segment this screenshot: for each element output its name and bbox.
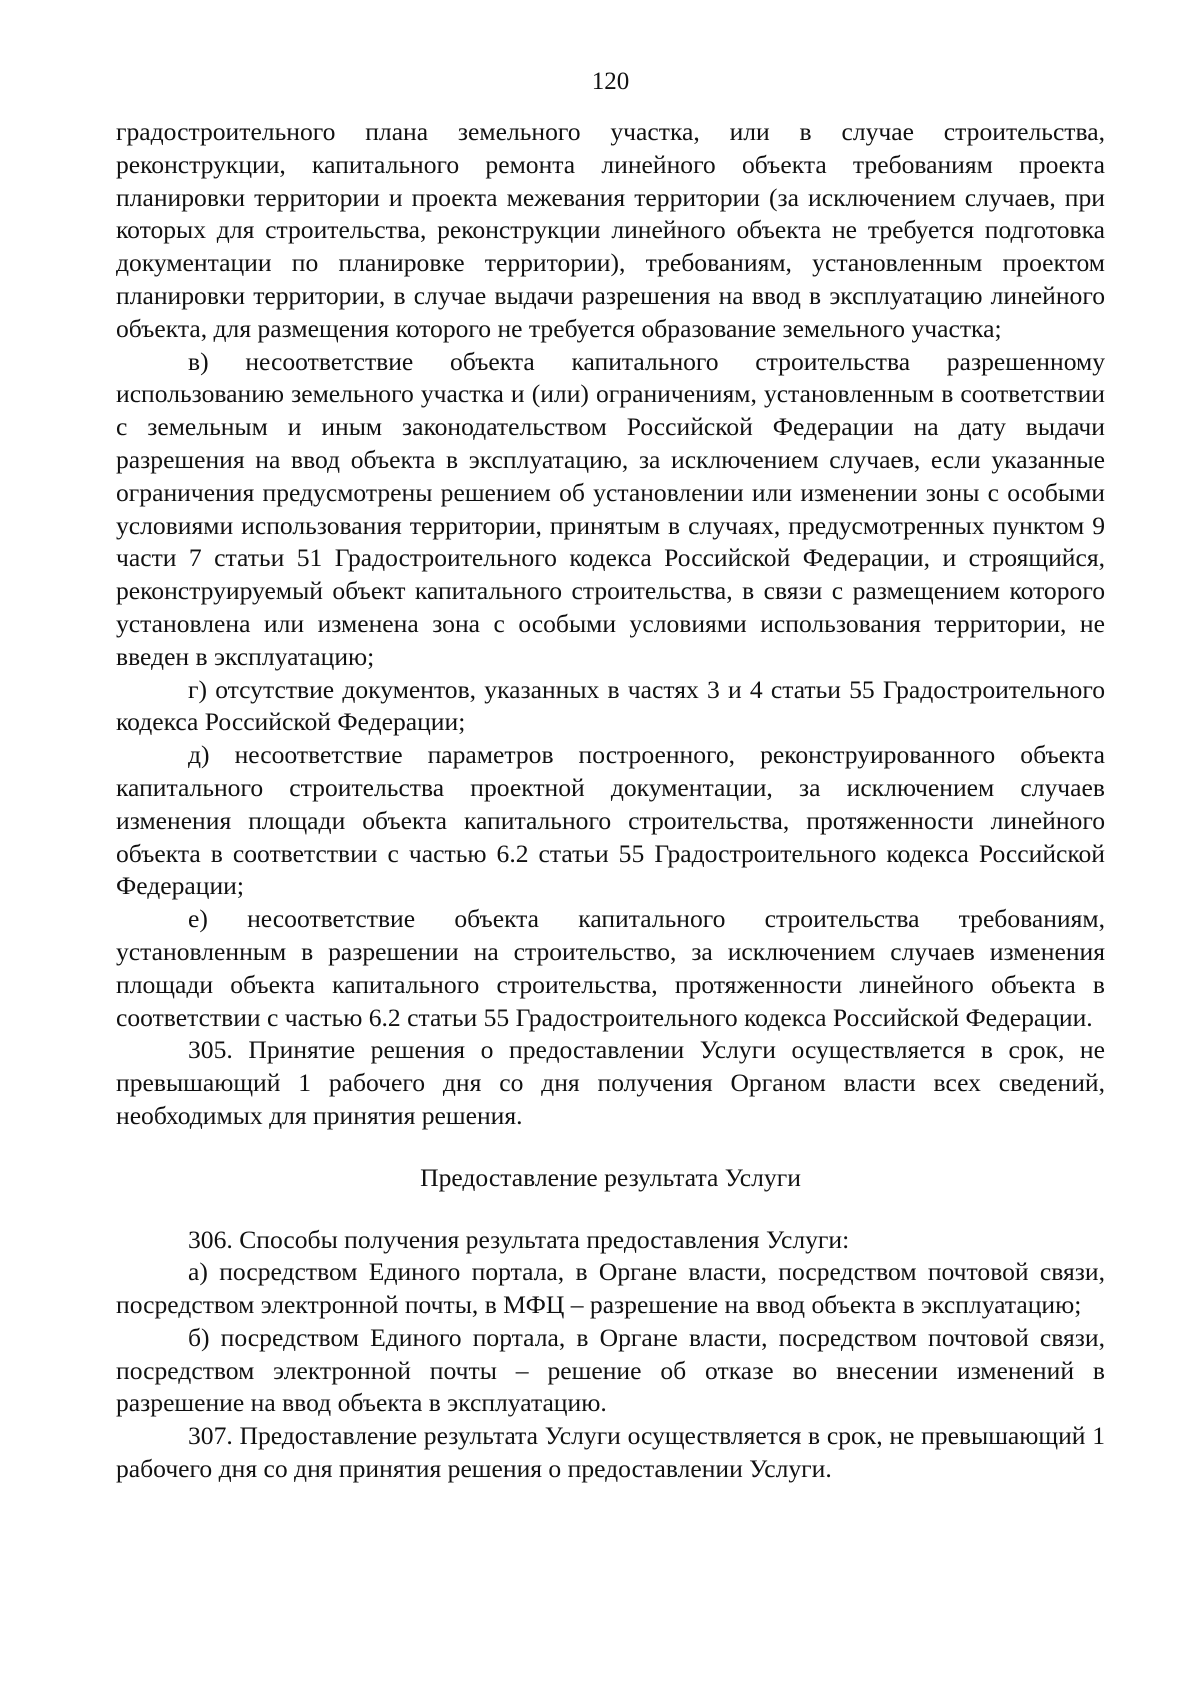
paragraph-item-b: б) посредством Единого портала, в Органе власти, посредством почтовой связи, посредством электронной почты – решение об отказе во внесении изменений в разрешение на ввод объекта в эксплуатацию. <box>116 1322 1105 1418</box>
page-number: 120 <box>591 68 630 95</box>
paragraph-item-e: е) несоответствие объекта капитального строительства требованиям, установленным в разрешении на строительство, за исключением случаев изменения площади объекта капитального строительства, протяженности линейного объекта в соответствии с частью 6.2 статьи 55 Градостроительного кодекса Российской Федерации. <box>116 904 1105 1032</box>
paragraph-307: 307. Предоставление результата Услуги осуществляется в срок, не превышающий 1 рабочего дня со дня принятия решения о предоставлении Услуги. <box>116 1421 1105 1484</box>
paragraph-continuation: градостроительного плана земельного участка, или в случае строительства, реконструкции, капитального ремонта линейного объекта требованиям проекта планировки территории и проекта межевания территории (за исключением случаев, при которых для строительства, реконструкции линейного объекта не требуется подготовка документации по планировке территории), требованиям, установленным проектом планировки территории, в случае выдачи разрешения на ввод в эксплуатацию линейного объекта, для размещения которого не требуется образование земельного участка; <box>116 117 1105 343</box>
paragraph-item-d: д) несоответствие параметров построенного, реконструированного объекта капитального строительства проектной документации, за исключением случаев изменения площади объекта капитального строительства, протяженности линейного объекта в соответствии с частью 6.2 статьи 55 Градостроительного кодекса Российской Федерации; <box>116 740 1105 901</box>
paragraph-item-g: г) отсутствие документов, указанных в частях 3 и 4 статьи 55 Градостроительного кодекса Российской Федерации; <box>116 674 1105 737</box>
paragraph-305: 305. Принятие решения о предоставлении Услуги осуществляется в срок, не превышающий 1 рабочего дня со дня получения Органом власти всех сведений, необходимых для принятия решения. <box>116 1035 1105 1130</box>
paragraph-item-v: в) несоответствие объекта капитального строительства разрешенному использованию земельного участка и (или) ограничениям, установленным в соответствии с земельным и иным законодательством Российской Федерации на дату выдачи разрешения на ввод объекта в эксплуатацию, за исключением случаев, если указанные ограничения предусмотрены решением об установлении или изменении зоны с особыми условиями использования территории, принятым в случаях, предусмотренных пунктом 9 части 7 статьи 51 Градостроительного кодекса Российской Федерации, и строящийся, реконструируемый объект капитального строительства, в связи с размещением которого установлена или изменена зона с особыми условиями использования территории, не введен в эксплуатацию; <box>116 346 1105 671</box>
paragraph-item-a: а) посредством Единого портала, в Органе власти, посредством почтовой связи, посредством электронной почты, в МФЦ – разрешение на ввод объекта в эксплуатацию; <box>116 1257 1105 1320</box>
paragraph-306: 306. Способы получения результата предоставления Услуги: <box>188 1224 850 1254</box>
section-heading: Предоставление результата Услуги <box>420 1162 801 1192</box>
